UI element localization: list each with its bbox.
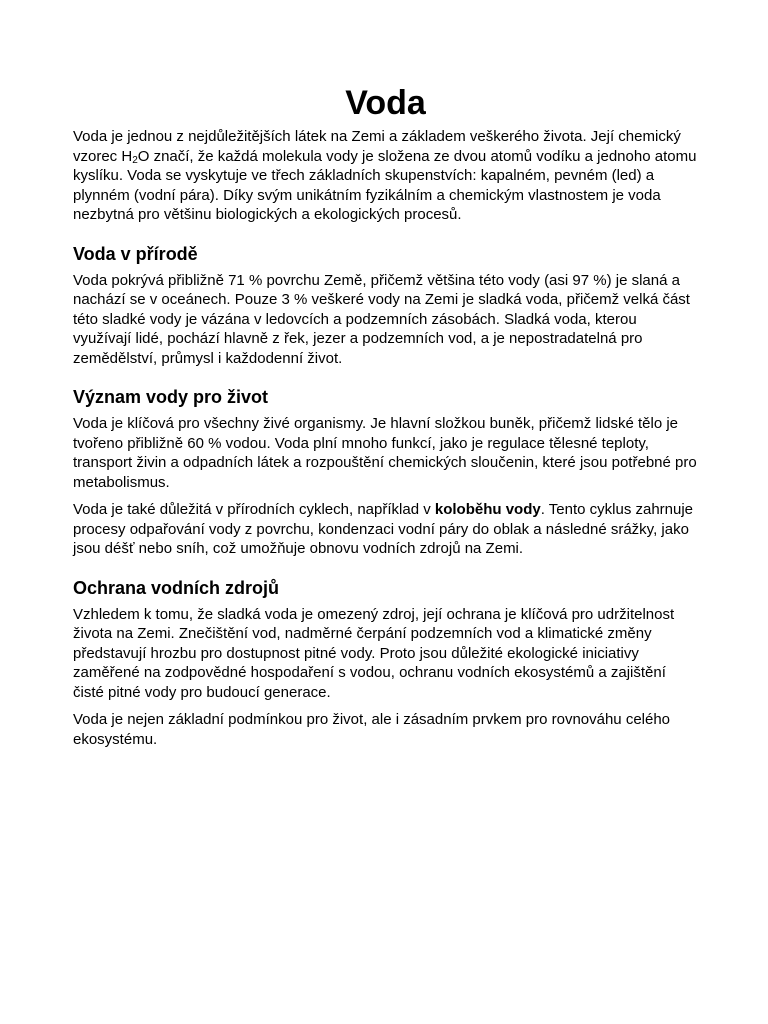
intro-paragraph: [73, 127, 698, 225]
section-2-p2-text-1: Voda je také důležitá v přírodních cyklech, například v: [73, 501, 435, 518]
bold-term-kolobeh-vody: koloběhu vody: [434, 501, 541, 518]
section-1-paragraph-1: Voda pokrývá přibližně 71 % povrchu Země, přičemž většina této vody (asi 97 %) je slaná a nachází se v oceánech. Pouze 3 % veškeré vody na Zemi je sladká voda, přičemž velká část této sladké vody je vázána v ledovcích a podzemních zásobách. Sladká voda, kterou využívají lidé, pochází hlavně z řek, jezer a podzemních vod, a je nepostradatelná pro zemědělství, průmysl i každodenní život.: [73, 271, 690, 367]
section-heading-ochrana-vodnich-zdroju: Ochrana vodních zdrojů: [73, 577, 280, 598]
section-heading-voda-v-prirode: Voda v přírodě: [73, 243, 198, 264]
section-2-p2-text-2: . Tento cyklus zahrnuje procesy odpařování vody z povrchu, kondenzaci vodní páry do oblak a následné srážky, jako jsou déšť nebo sníh, což umožňuje obnovu vodních zdrojů na Zemi.: [73, 501, 694, 557]
formula-subscript: 2: [132, 154, 138, 166]
intro-text-part-1: Voda je jednou z nejdůležitějších látek na Zemi a základem veškerého života. Její chemický vzorec H: [73, 128, 681, 165]
section-2-paragraph-1: Voda je klíčová pro všechny živé organismy. Je hlavní složkou buněk, přičemž lidské tělo je tvořeno přibližně 60 % vodou. Voda plní mnoho funkcí, jako je regulace tělesné teploty, transport živin a odpadních látek a rozpouštění chemických sloučenin, které jsou potřebné pro metabolismus.: [73, 415, 697, 491]
section-3-paragraph-1: Vzhledem k tomu, že sladká voda je omezený zdroj, její ochrana je klíčová pro udržitelnost života na Zemi. Znečištění vod, nadměrné čerpání podzemních vod a klimatické změny představují hrozbu pro dostupnost pitné vody. Proto jsou důležité ekologické iniciativy zaměřené na zodpovědné hospodaření s vodou, ochranu vodních ekosystémů a zajištění čisté pitné vody pro budoucí generace.: [73, 605, 675, 701]
section-2-paragraph-2: [73, 500, 698, 559]
document-page: [73, 82, 698, 749]
section-heading-vyznam-vody: Význam vody pro život: [73, 387, 269, 407]
document-title: Voda: [345, 84, 426, 122]
intro-text-part-2: O značí, že každá molekula vody je složena ze dvou atomů vodíku a jednoho atomu kyslíku. Voda se vyskytuje ve třech základních skupenstvích: kapalném, pevném (led) a plynném (vodní pára). Díky svým unikátním fyzikálním a chemickým vlastnostem je voda nezbytná pro většinu biologických a ekologických procesů.: [73, 147, 697, 223]
section-3-paragraph-2: Voda je nejen základní podmínkou pro život, ale i zásadním prvkem pro rovnováhu celého ekosystému.: [73, 711, 671, 748]
